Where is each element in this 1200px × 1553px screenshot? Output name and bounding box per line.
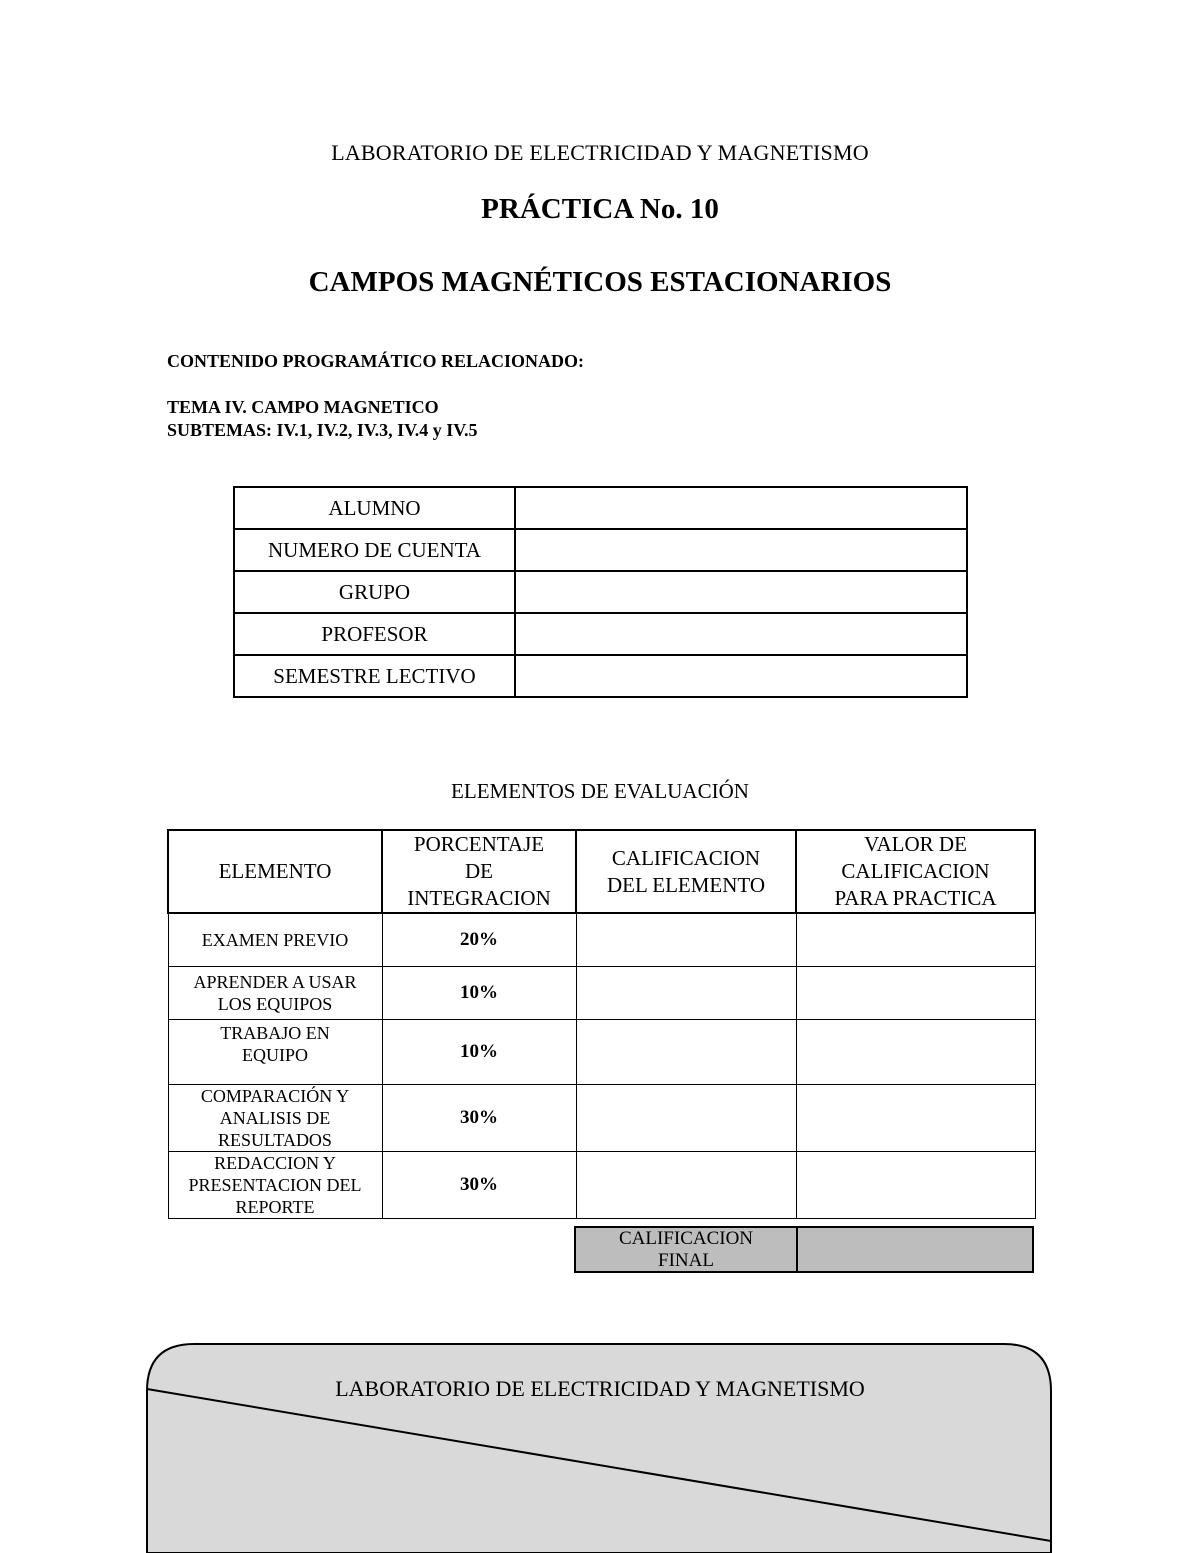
element-name: REDACCION Y PRESENTACION DEL REPORTE bbox=[168, 1151, 382, 1218]
info-label-alumno: ALUMNO bbox=[234, 487, 515, 529]
evaluation-row bbox=[168, 1019, 1035, 1084]
element-grade-cell[interactable] bbox=[576, 913, 796, 966]
evaluation-row bbox=[168, 1151, 1035, 1218]
practica-number: PRÁCTICA No. 10 bbox=[481, 193, 719, 225]
info-label-numero-cuenta: NUMERO DE CUENTA bbox=[234, 529, 515, 571]
cover-lab-title: LABORATORIO DE ELECTRICIDAD Y MAGNETISMO bbox=[335, 1376, 865, 1401]
lab-title: LABORATORIO DE ELECTRICIDAD Y MAGNETISMO bbox=[331, 140, 869, 165]
info-label-profesor: PROFESOR bbox=[234, 613, 515, 655]
element-grade-cell[interactable] bbox=[576, 1019, 796, 1084]
final-grade-label: CALIFICACION FINAL bbox=[576, 1228, 798, 1271]
element-value-cell[interactable] bbox=[796, 1084, 1035, 1151]
evaluation-header-row bbox=[168, 830, 1035, 913]
student-info-row bbox=[234, 487, 967, 529]
final-grade-value[interactable] bbox=[798, 1228, 1032, 1271]
element-value-cell[interactable] bbox=[796, 913, 1035, 966]
contenido-label: CONTENIDO PROGRAMÁTICO RELACIONADO: bbox=[167, 351, 585, 371]
col-header-valor: VALOR DE CALIFICACION PARA PRACTICA bbox=[796, 830, 1035, 913]
element-name: APRENDER A USAR LOS EQUIPOS bbox=[168, 966, 382, 1019]
element-percent: 20% bbox=[382, 913, 576, 966]
col-header-calificacion: CALIFICACION DEL ELEMENTO bbox=[576, 830, 796, 913]
info-value-semestre[interactable] bbox=[515, 655, 967, 697]
evaluation-table bbox=[167, 829, 1036, 1219]
element-percent: 10% bbox=[382, 966, 576, 1019]
element-percent: 30% bbox=[382, 1151, 576, 1218]
cover-panel bbox=[146, 1343, 1052, 1553]
element-name: EXAMEN PREVIO bbox=[168, 913, 382, 966]
evaluation-row bbox=[168, 913, 1035, 966]
student-info-table bbox=[233, 486, 968, 698]
element-grade-cell[interactable] bbox=[576, 1151, 796, 1218]
element-grade-cell[interactable] bbox=[576, 966, 796, 1019]
evaluation-heading: ELEMENTOS DE EVALUACIÓN bbox=[451, 779, 749, 803]
student-info-row bbox=[234, 613, 967, 655]
student-info-row bbox=[234, 655, 967, 697]
element-percent: 10% bbox=[382, 1019, 576, 1084]
evaluation-row bbox=[168, 966, 1035, 1019]
evaluation-row bbox=[168, 1084, 1035, 1151]
info-value-numero-cuenta[interactable] bbox=[515, 529, 967, 571]
info-value-grupo[interactable] bbox=[515, 571, 967, 613]
element-value-cell[interactable] bbox=[796, 1151, 1035, 1218]
page-title: CAMPOS MAGNÉTICOS ESTACIONARIOS bbox=[308, 266, 892, 298]
subtemas-line: SUBTEMAS: IV.1, IV.2, IV.3, IV.4 y IV.5 bbox=[167, 420, 478, 440]
element-value-cell[interactable] bbox=[796, 1019, 1035, 1084]
element-grade-cell[interactable] bbox=[576, 1084, 796, 1151]
tema-line: TEMA IV. CAMPO MAGNETICO bbox=[167, 397, 439, 417]
student-info-row bbox=[234, 529, 967, 571]
info-label-grupo: GRUPO bbox=[234, 571, 515, 613]
element-name: COMPARACIÓN Y ANALISIS DE RESULTADOS bbox=[168, 1084, 382, 1151]
info-value-profesor[interactable] bbox=[515, 613, 967, 655]
info-value-alumno[interactable] bbox=[515, 487, 967, 529]
info-label-semestre: SEMESTRE LECTIVO bbox=[234, 655, 515, 697]
col-header-elemento: ELEMENTO bbox=[168, 830, 382, 913]
final-grade-row bbox=[574, 1226, 1034, 1273]
col-header-porcentaje: PORCENTAJE DE INTEGRACION bbox=[382, 830, 576, 913]
student-info-row bbox=[234, 571, 967, 613]
element-name: TRABAJO EN EQUIPO bbox=[168, 1019, 382, 1084]
element-value-cell[interactable] bbox=[796, 966, 1035, 1019]
element-percent: 30% bbox=[382, 1084, 576, 1151]
